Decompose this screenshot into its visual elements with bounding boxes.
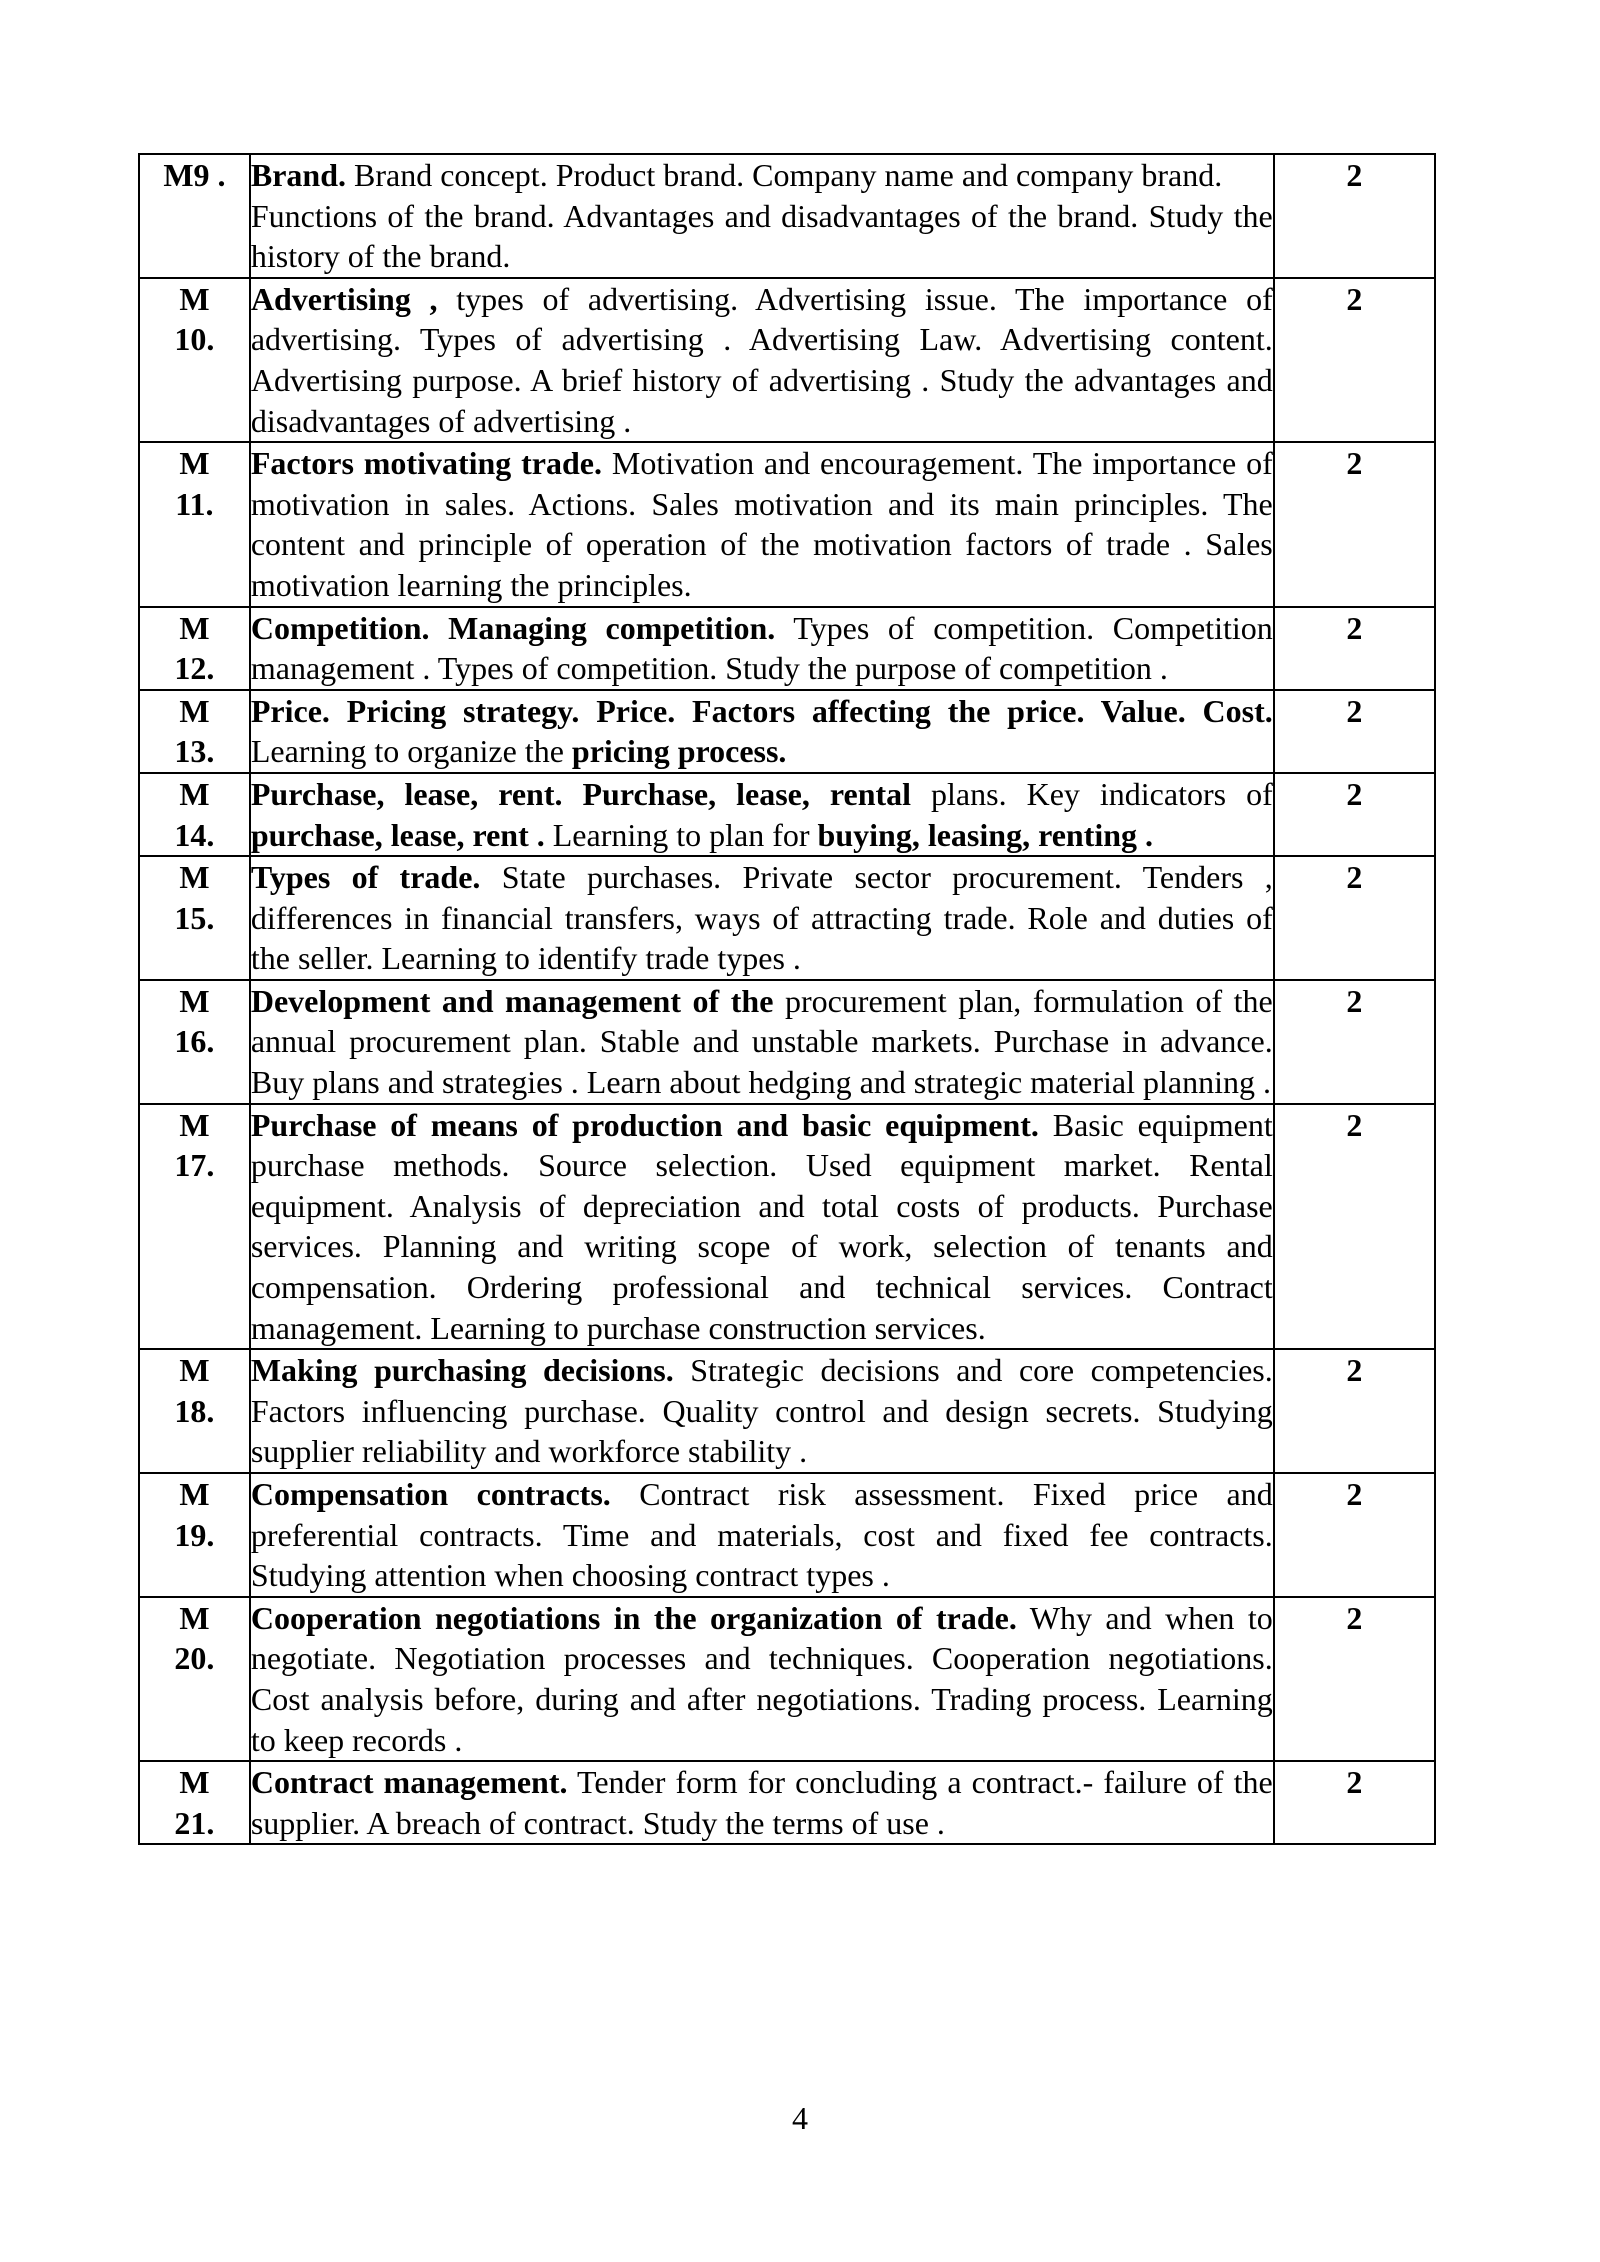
module-code-text: M [179, 982, 210, 1019]
table-row [139, 1349, 1435, 1473]
module-code-text: M [179, 1106, 210, 1143]
topic-description-cell [250, 773, 1274, 856]
topic-bold-text: pricing process. [571, 733, 787, 770]
topic-text: Motivation and encouragement. The importance of motivation in sales. Actions. Sales motivation and its main principles. The content and principle of operation of the motivation factors of trade . Sales motivation learning the principles. [250, 445, 1273, 603]
module-code-cell [139, 773, 250, 856]
hours-cell: 2 [1274, 773, 1435, 856]
topic-text: Tender form for concluding a contract.- failure of the supplier. A breach of contract. Study the terms of use . [250, 1764, 1273, 1841]
module-code-cell [139, 980, 250, 1104]
module-code-text: 19. [174, 1516, 215, 1553]
topic-paragraph [251, 1105, 1273, 1349]
hours-cell: 2 [1274, 690, 1435, 773]
topic-bold-text: buying, leasing, renting . [817, 816, 1154, 853]
module-code-text: 20. [174, 1640, 215, 1677]
module-code-text: 10. [174, 321, 215, 358]
topic-bold-text: Compensation contracts. [250, 1476, 611, 1512]
topic-bold-text: Development and management of the [250, 982, 774, 1019]
module-code-text: 21. [174, 1804, 215, 1841]
table-row [139, 278, 1435, 442]
topic-text: plans. Key indicators of [911, 775, 1273, 812]
module-code-cell [139, 1597, 250, 1761]
module-code-text: M [179, 280, 210, 317]
topic-description-cell [250, 1761, 1274, 1844]
hours-cell: 2 [1274, 1349, 1435, 1473]
topic-bold-text: Making purchasing decisions. [250, 1352, 674, 1389]
topic-text: Contract risk assessment. Fixed price and preferential contracts. Time and materials, cost and fixed fee contracts. Studying attention when choosing contract types . [250, 1476, 1273, 1594]
module-code-cell [139, 1349, 250, 1473]
topic-bold-text: Factors motivating trade. [250, 445, 603, 482]
topic-bold-text: Brand. [250, 157, 346, 193]
module-code-text: 17. [174, 1147, 215, 1184]
module-code-text: 14. [174, 816, 215, 853]
topic-text: procurement plan, formulation of the annual procurement plan. Stable and unstable markets. Purchase in advance. Buy plans and strategies . Learn about hedging and strategic material planning . [250, 982, 1273, 1101]
topic-bold-text: Purchase, lease, rent. Purchase, lease, rental [250, 775, 912, 812]
module-code-text: M [179, 692, 210, 729]
topic-text: Functions of the brand. Advantages and disadvantages of the brand. Study the history of the brand. [250, 197, 1273, 275]
module-code-cell [139, 442, 250, 606]
module-code-text: M [179, 445, 210, 482]
topic-bold-text: Types of trade. [250, 859, 481, 896]
topic-bold-text: Purchase of means of production and basic equipment. [250, 1106, 1039, 1143]
topic-description-cell [250, 154, 1274, 278]
page-number: 4 [792, 2100, 808, 2136]
hours-cell: 2 [1274, 442, 1435, 606]
module-code-text: 13. [174, 733, 215, 770]
module-code-text: M9 . [163, 157, 226, 193]
topic-description-cell [250, 1349, 1274, 1473]
topic-bold-text: Contract management. [250, 1764, 568, 1801]
topic-description-cell [250, 442, 1274, 606]
topic-text: Why and when to negotiate. Negotiation processes and techniques. Cooperation negotiations. Cost analysis before, during and after negotiations. Trading process. Learning to keep records . [250, 1599, 1273, 1758]
topic-description-cell [250, 1597, 1274, 1761]
topic-text: Types of competition. Competition management . Types of competition. Study the purpose of competition . [250, 609, 1273, 687]
module-code-cell [139, 278, 250, 442]
syllabus-table [138, 153, 1436, 1845]
module-code-text: M [179, 1476, 210, 1512]
topic-paragraph [251, 1762, 1273, 1843]
table-row [139, 154, 1435, 278]
module-code-cell [139, 1761, 250, 1844]
topic-description-cell [250, 278, 1274, 442]
topic-description-cell [250, 980, 1274, 1104]
topic-paragraph [251, 774, 1273, 855]
module-code-cell [139, 690, 250, 773]
table-row [139, 1761, 1435, 1844]
topic-paragraph [251, 279, 1273, 441]
table-row [139, 980, 1435, 1104]
table-row [139, 856, 1435, 980]
table-row [139, 690, 1435, 773]
module-code-cell [139, 856, 250, 980]
module-code-text: 18. [174, 1392, 215, 1429]
module-code-cell [139, 154, 250, 278]
hours-cell: 2 [1274, 1473, 1435, 1597]
module-code-text: M [179, 775, 210, 812]
topic-description-cell [250, 1104, 1274, 1350]
hours-cell: 2 [1274, 1761, 1435, 1844]
module-code-cell [139, 1104, 250, 1350]
module-code-text: 12. [174, 650, 215, 687]
topic-text: Brand concept. Product brand. Company name and company brand. [345, 157, 1223, 193]
topic-paragraph [251, 981, 1273, 1103]
table-row [139, 607, 1435, 690]
topic-text: Strategic decisions and core competencies. Factors influencing purchase. Quality control and design secrets. Studying supplier reliability and workforce stability . [250, 1352, 1273, 1470]
module-code-text: M [179, 1764, 210, 1801]
topic-bold-text: Advertising , [250, 280, 438, 317]
topic-description-cell [250, 856, 1274, 980]
module-code-cell [139, 607, 250, 690]
table-row [139, 773, 1435, 856]
topic-paragraph [251, 1350, 1273, 1472]
hours-cell: 2 [1274, 607, 1435, 690]
module-code-text: 16. [174, 1023, 215, 1060]
topic-description-cell [250, 690, 1274, 773]
topic-paragraph [251, 155, 1273, 196]
table-row [139, 442, 1435, 606]
hours-cell: 2 [1274, 154, 1435, 278]
module-code-text: 15. [174, 899, 215, 936]
table-row [139, 1597, 1435, 1761]
hours-cell: 2 [1274, 980, 1435, 1104]
topic-paragraph [251, 608, 1273, 689]
topic-text: Learning to plan for [544, 816, 818, 853]
module-code-text: 11. [175, 485, 214, 522]
topic-description-cell [250, 1473, 1274, 1597]
topic-paragraph [251, 1474, 1273, 1596]
hours-cell: 2 [1274, 278, 1435, 442]
syllabus-table-body [139, 154, 1435, 1844]
module-code-text: M [179, 859, 210, 896]
topic-paragraph [251, 196, 1273, 277]
hours-cell: 2 [1274, 1104, 1435, 1350]
module-code-text: M [179, 609, 210, 646]
module-code-text: M [179, 1352, 210, 1389]
topic-paragraph [251, 1598, 1273, 1760]
topic-text: Basic equipment purchase methods. Source selection. Used equipment market. Rental equipment. Analysis of depreciation and total costs of products. Purchase services. Planning and writing scope of work, selection of tenants and compensation. Ordering professional and technical services. Contract management. Learning to purchase construction services. [250, 1106, 1273, 1346]
module-code-cell [139, 1473, 250, 1597]
topic-paragraph [251, 691, 1273, 772]
hours-cell: 2 [1274, 1597, 1435, 1761]
topic-text: types of advertising. Advertising issue. The importance of advertising. Types of advertising . Advertising Law. Advertising content. Advertising purpose. A brief history of advertising . Study the advantages and disadvantages of advertising . [250, 280, 1273, 439]
topic-text: State purchases. Private sector procurement. Tenders , differences in financial transfers, ways of attracting trade. Role and duties of the seller. Learning to identify trade types . [250, 859, 1273, 977]
topic-text: Learning to organize the [250, 733, 572, 770]
topic-bold-text: Cooperation negotiations in the organization of trade. [250, 1599, 1017, 1636]
topic-bold-text: Competition. Managing competition. [250, 609, 776, 646]
topic-bold-text: purchase, lease, rent . [250, 816, 545, 853]
table-row [139, 1104, 1435, 1350]
topic-bold-text: Price. Pricing strategy. Price. Factors affecting the price. Value. Cost. [250, 692, 1273, 729]
topic-description-cell [250, 607, 1274, 690]
hours-cell: 2 [1274, 856, 1435, 980]
topic-paragraph [251, 857, 1273, 979]
module-code-text: M [179, 1599, 210, 1636]
table-row [139, 1473, 1435, 1597]
topic-paragraph [251, 443, 1273, 605]
